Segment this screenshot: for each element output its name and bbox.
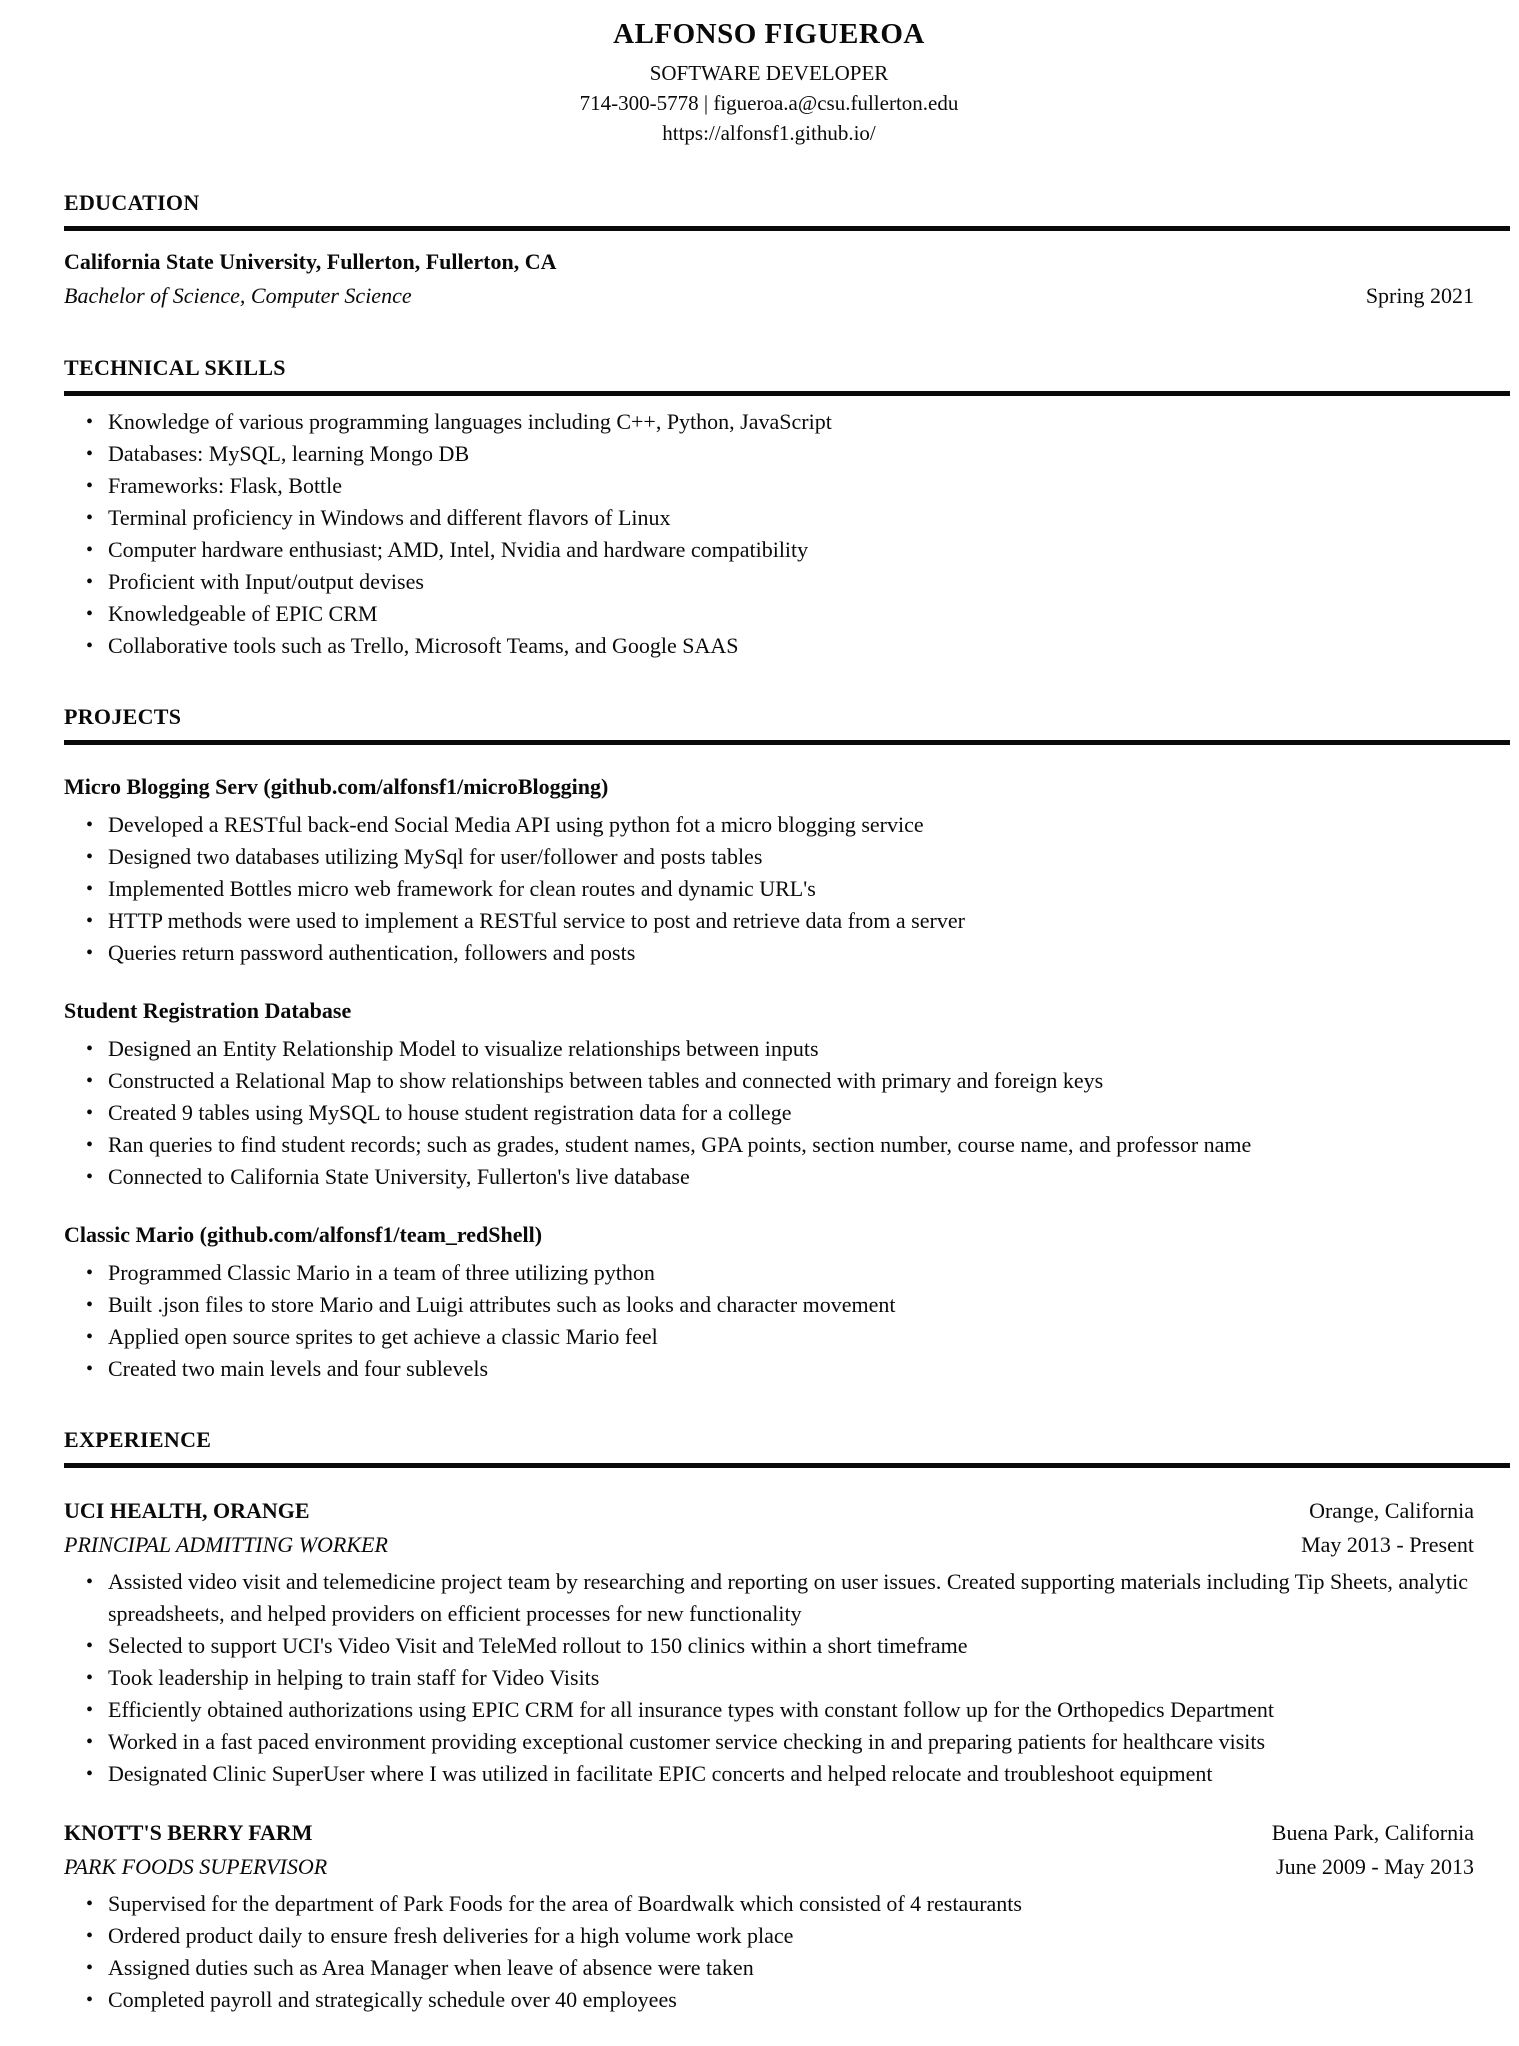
bullet-item: • HTTP methods were used to implement a RESTful service to post and retrieve data from a server — [108, 905, 1474, 937]
technical-skills-heading: TECHNICAL SKILLS — [64, 354, 286, 380]
bullet-item: • Ran queries to find student records; such as grades, student names, GPA points, section number, course name, and professor name — [108, 1129, 1474, 1161]
job-uci-health — [64, 1494, 1474, 1790]
project-title: Micro Blogging Serv (github.com/alfonsf1/microBlogging) — [64, 773, 609, 799]
technical-skills-list — [64, 406, 1474, 662]
bullet-item: • Computer hardware enthusiast; AMD, Intel, Nvidia and hardware compatibility — [108, 534, 1474, 566]
bullet-item: • Programmed Classic Mario in a team of three utilizing python — [108, 1257, 1474, 1289]
projects-heading: PROJECTS — [64, 703, 182, 729]
heading-rule — [64, 226, 1510, 231]
job-location: Buena Park, California — [1271, 1819, 1474, 1845]
heading-rule — [64, 391, 1510, 396]
job-dates: June 2009 - May 2013 — [1276, 1853, 1474, 1879]
bullet-item: • Applied open source sprites to get achieve a classic Mario feel — [108, 1321, 1474, 1353]
job-bullets — [64, 1566, 1474, 1790]
project-bullets — [64, 1257, 1474, 1385]
candidate-title: SOFTWARE DEVELOPER — [649, 60, 889, 85]
bullet-item: • Built .json files to store Mario and Luigi attributes such as looks and character movement — [108, 1289, 1474, 1321]
bullet-item: • Completed payroll and strategically schedule over 40 employees — [108, 1984, 1474, 2016]
section-projects — [64, 702, 1474, 1385]
bullet-item: • Constructed a Relational Map to show relationships between tables and connected with primary and foreign keys — [108, 1065, 1474, 1097]
section-experience — [64, 1425, 1474, 2016]
education-degree-row — [64, 279, 1474, 313]
bullet-item: • Created 9 tables using MySQL to house student registration data for a college — [108, 1097, 1474, 1129]
bullet-item: • Connected to California State University, Fullerton's live database — [108, 1161, 1474, 1193]
bullet-item: • Knowledge of various programming languages including C++, Python, JavaScript — [108, 406, 1474, 438]
bullet-item: • Queries return password authentication, followers and posts — [108, 937, 1474, 969]
project-group-student-registration — [64, 995, 1474, 1193]
job-role: PARK FOODS SUPERVISOR — [64, 1853, 328, 1879]
education-school-row — [64, 245, 1474, 279]
job-role-row — [64, 1850, 1474, 1884]
bullet-item: • Collaborative tools such as Trello, Microsoft Teams, and Google SAAS — [108, 630, 1474, 662]
education-date: Spring 2021 — [1365, 282, 1474, 308]
education-heading: EDUCATION — [64, 189, 200, 215]
bullet-item: • Worked in a fast paced environment providing exceptional customer service checking in and preparing patients for healthcare visits — [108, 1726, 1474, 1758]
education-school: California State University, Fullerton, Fullerton, CA — [64, 248, 557, 274]
bullet-item: • Databases: MySQL, learning Mongo DB — [108, 438, 1474, 470]
job-role: PRINCIPAL ADMITTING WORKER — [64, 1531, 388, 1557]
job-bullets — [64, 1888, 1474, 2016]
project-bullets — [64, 809, 1474, 969]
bullet-item: • Implemented Bottles micro web framework for clean routes and dynamic URL's — [108, 873, 1474, 905]
bullet-item: • Ordered product daily to ensure fresh deliveries for a high volume work place — [108, 1920, 1474, 1952]
job-knotts-berry-farm — [64, 1816, 1474, 2016]
contact-line: 714-300-5778 | figueroa.a@csu.fullerton.edu — [579, 90, 959, 115]
bullet-item: • Assigned duties such as Area Manager when leave of absence were taken — [108, 1952, 1474, 1984]
bullet-item: • Supervised for the department of Park Foods for the area of Boardwalk which consisted of 4 restaurants — [108, 1888, 1474, 1920]
job-company-row — [64, 1816, 1474, 1850]
resume-header — [64, 16, 1474, 148]
bullet-item: • Efficiently obtained authorizations using EPIC CRM for all insurance types with constant follow up for the Orthopedics Department — [108, 1694, 1474, 1726]
bullet-item: • Created two main levels and four sublevels — [108, 1353, 1474, 1385]
education-degree: Bachelor of Science, Computer Science — [64, 282, 412, 308]
bullet-item: • Assisted video visit and telemedicine project team by researching and reporting on user issues. Created supporting materials including Tip Sheets, analytic spreadsheets, and helped providers on efficient processes for new functionality — [108, 1566, 1474, 1630]
bullet-item: • Knowledgeable of EPIC CRM — [108, 598, 1474, 630]
job-company: KNOTT'S BERRY FARM — [64, 1819, 313, 1845]
section-technical-skills — [64, 353, 1474, 662]
heading-rule — [64, 740, 1510, 745]
job-dates: May 2013 - Present — [1301, 1531, 1474, 1557]
project-bullets — [64, 1033, 1474, 1193]
project-title: Student Registration Database — [64, 997, 352, 1023]
project-group-classic-mario — [64, 1219, 1474, 1385]
job-company-row — [64, 1494, 1474, 1528]
bullet-item: • Proficient with Input/output devises — [108, 566, 1474, 598]
website-line: https://alfonsf1.github.io/ — [662, 120, 876, 145]
project-title: Classic Mario (github.com/alfonsf1/team_redShell) — [64, 1221, 543, 1247]
job-company: UCI HEALTH, ORANGE — [64, 1497, 310, 1523]
bullet-item: • Selected to support UCI's Video Visit and TeleMed rollout to 150 clinics within a short timeframe — [108, 1630, 1474, 1662]
heading-rule — [64, 1463, 1510, 1468]
bullet-item: • Terminal proficiency in Windows and different flavors of Linux — [108, 502, 1474, 534]
bullet-item: • Took leadership in helping to train staff for Video Visits — [108, 1662, 1474, 1694]
bullet-item: • Frameworks: Flask, Bottle — [108, 470, 1474, 502]
candidate-name: ALFONSO FIGUEROA — [613, 18, 925, 50]
job-location: Orange, California — [1309, 1497, 1474, 1523]
bullet-item: • Designed an Entity Relationship Model to visualize relationships between inputs — [108, 1033, 1474, 1065]
project-group-micro-blogging — [64, 771, 1474, 969]
bullet-item: • Designed two databases utilizing MySql for user/follower and posts tables — [108, 841, 1474, 873]
experience-heading: EXPERIENCE — [64, 1426, 212, 1452]
bullet-item: • Designated Clinic SuperUser where I was utilized in facilitate EPIC concerts and helped relocate and troubleshoot equipment — [108, 1758, 1474, 1790]
bullet-item: • Developed a RESTful back-end Social Media API using python fot a micro blogging service — [108, 809, 1474, 841]
section-education — [64, 188, 1474, 313]
job-role-row — [64, 1528, 1474, 1562]
